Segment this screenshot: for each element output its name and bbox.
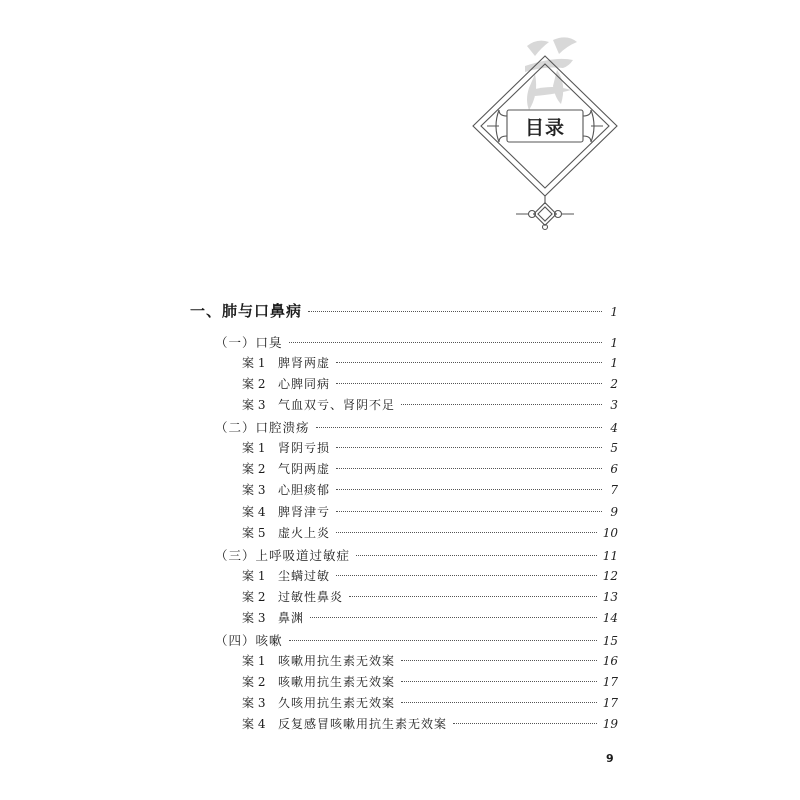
toc-entry-title: （三）上呼吸道过敏症 [215, 548, 351, 563]
toc-entry[interactable] [242, 481, 618, 498]
toc-entry[interactable] [242, 715, 618, 732]
toc-entry-page: 14 [602, 611, 618, 625]
dot-leader [401, 702, 597, 703]
toc-entry-page: 5 [610, 441, 618, 455]
case-number: 案 2 [242, 590, 266, 604]
dot-leader [336, 532, 597, 533]
dot-leader [289, 640, 597, 641]
toc-entry-title: 反复感冒咳嗽用抗生素无效案 [278, 717, 448, 731]
toc-entry[interactable] [242, 439, 618, 456]
dot-leader [401, 660, 597, 661]
toc-entry-title: 久咳用抗生素无效案 [278, 696, 396, 710]
case-number: 案 1 [242, 441, 266, 455]
dot-leader [308, 311, 602, 312]
toc-entry-title: （一）口臭 [215, 335, 283, 350]
toc-entry-title: （四）咳嗽 [215, 633, 283, 648]
toc-entry[interactable] [242, 354, 618, 371]
toc-entry-page: 16 [602, 654, 618, 668]
toc-entry-page: 9 [610, 505, 618, 519]
dot-leader [336, 575, 597, 576]
toc-entry-title: 气血双亏、肾阴不足 [278, 398, 396, 412]
case-number: 案 4 [242, 505, 266, 519]
case-number: 案 2 [242, 462, 266, 476]
toc-entry-title: 一、肺与口鼻病 [190, 302, 303, 320]
toc-entry[interactable] [215, 418, 618, 436]
toc-entry[interactable] [190, 300, 618, 321]
case-number: 案 3 [242, 398, 266, 412]
toc-entry-page: 13 [602, 590, 618, 604]
toc-entry[interactable] [242, 460, 618, 477]
toc-entry-title: 气阴两虚 [278, 462, 331, 476]
toc-entry-title: 脾肾两虚 [278, 356, 331, 370]
dot-leader [289, 342, 602, 343]
toc-entry-page: 11 [602, 549, 618, 563]
toc-entry[interactable] [242, 567, 618, 584]
toc-entry-page: 17 [602, 696, 618, 710]
toc-entry[interactable] [242, 609, 618, 626]
case-number: 案 1 [242, 569, 266, 583]
dot-leader [316, 427, 602, 428]
toc-entry-page: 1 [610, 336, 618, 350]
toc-entry[interactable] [242, 524, 618, 541]
case-number: 案 2 [242, 377, 266, 391]
toc-entry[interactable] [242, 375, 618, 392]
toc-entry-title: 心胆痰郁 [278, 483, 331, 497]
toc-entry-page: 7 [610, 483, 618, 497]
dot-leader [336, 383, 602, 384]
page-number: 9 [606, 752, 614, 765]
dot-leader [401, 681, 597, 682]
toc-entry[interactable] [242, 673, 618, 690]
toc-entry[interactable] [242, 652, 618, 669]
toc-entry-title: 肾阴亏损 [278, 441, 331, 455]
toc-entry-page: 19 [602, 717, 618, 731]
toc-entry[interactable] [215, 631, 618, 649]
dot-leader [336, 489, 602, 490]
dot-leader [336, 468, 602, 469]
case-number: 案 3 [242, 696, 266, 710]
dot-leader [349, 596, 597, 597]
toc-entry[interactable] [215, 333, 618, 351]
toc-entry[interactable] [242, 396, 618, 413]
case-number: 案 1 [242, 654, 266, 668]
toc-entry-title: 脾肾津亏 [278, 505, 331, 519]
case-number: 案 3 [242, 483, 266, 497]
dot-leader [401, 404, 602, 405]
dot-leader [336, 447, 602, 448]
toc-entry[interactable] [242, 588, 618, 605]
case-number: 案 3 [242, 611, 266, 625]
toc-entry-title: 尘螨过敏 [278, 569, 331, 583]
case-number: 案 2 [242, 675, 266, 689]
toc-entry-title: 心脾同病 [278, 377, 331, 391]
toc-entry-page: 1 [610, 356, 618, 370]
toc-entry-page: 12 [602, 569, 618, 583]
toc-entry-title: 过敏性鼻炎 [278, 590, 344, 604]
toc-entry-page: 1 [610, 305, 618, 319]
toc-entry-title: 鼻渊 [278, 611, 305, 625]
toc-entry[interactable] [215, 546, 618, 564]
dot-leader [336, 511, 602, 512]
dot-leader [310, 617, 597, 618]
dot-leader [336, 362, 602, 363]
toc-entry-page: 10 [602, 526, 618, 540]
toc-entry[interactable] [242, 503, 618, 520]
toc-entry-page: 15 [602, 634, 618, 648]
toc-entry-title: （二）口腔溃疡 [215, 420, 310, 435]
toc-heading: 目录 [524, 117, 565, 139]
case-number: 案 5 [242, 526, 266, 540]
toc-entry-page: 6 [610, 462, 618, 476]
toc-entry-title: 虚火上炎 [278, 526, 331, 540]
toc-entry-page: 3 [610, 398, 618, 412]
case-number: 案 4 [242, 717, 266, 731]
toc-entry-title: 咳嗽用抗生素无效案 [278, 675, 396, 689]
dot-leader [453, 723, 597, 724]
toc-entry-title: 咳嗽用抗生素无效案 [278, 654, 396, 668]
toc-entry-page: 4 [610, 421, 618, 435]
toc-entry[interactable] [242, 694, 618, 711]
toc-entry-page: 2 [610, 377, 618, 391]
dot-leader [356, 555, 597, 556]
toc-entry-page: 17 [602, 675, 618, 689]
case-number: 案 1 [242, 356, 266, 370]
